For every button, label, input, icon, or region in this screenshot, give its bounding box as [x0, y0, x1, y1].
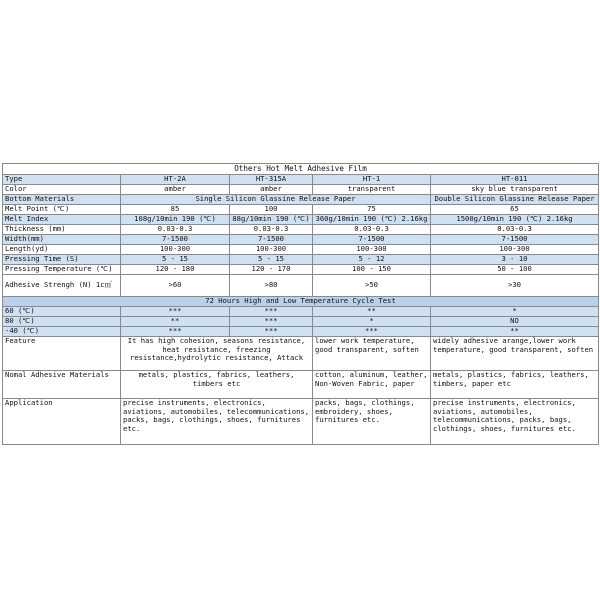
cell: 100-300 [431, 245, 599, 255]
cell: precise instruments, electronics, aviations, automobiles, telecommunications, packs, bags, clothings, shoes, furnitures etc. [121, 399, 313, 445]
row-label: Pressing Time (S) [3, 255, 121, 265]
materials-row [3, 371, 599, 399]
cell: 85 [121, 205, 230, 215]
table-row [3, 215, 599, 225]
cell: packs, bags, clothings, embroidery, shoes, furnitures etc. [313, 399, 431, 445]
cell: 88g/10min 190 (℃) [230, 215, 313, 225]
row-label: 80 (℃) [3, 317, 121, 327]
spec-table [2, 163, 599, 445]
row-label: Pressing Temperature (℃) [3, 265, 121, 275]
cell: widely adhesive arange,lower work temperature, good transparent, soften [431, 337, 599, 371]
cell: 100-300 [121, 245, 230, 255]
cell: amber [230, 185, 313, 195]
table-row [3, 225, 599, 235]
table-row [3, 255, 599, 265]
cell: 3 - 10 [431, 255, 599, 265]
row-label: Melt Point (℃) [3, 205, 121, 215]
cell: 360g/10min 190 (℃) 2.16kg [313, 215, 431, 225]
cell: * [431, 307, 599, 317]
cell: Single Silicon Glassine Release Paper [121, 195, 431, 205]
row-label: Thickness (mm) [3, 225, 121, 235]
row-label: Feature [3, 337, 121, 371]
header-ht-011: HT-011 [431, 175, 599, 185]
row-label: Adhesive Strengh (N) 1c㎡ [3, 275, 121, 297]
table-title: Others Hot Melt Adhesive Film [3, 164, 599, 175]
cell: 100-300 [230, 245, 313, 255]
cell: precise instruments, electronics, aviations, automobiles, telecommunications, packs, bags, clothings, shoes, furnitures etc. [431, 399, 599, 445]
cell: ** [313, 307, 431, 317]
cell: 120 - 170 [230, 265, 313, 275]
cell: 5 - 15 [121, 255, 230, 265]
row-label: Bottom Materials [3, 195, 121, 205]
cell: 108g/10min 190 (℃) [121, 215, 230, 225]
header-ht-315a: HT-315A [230, 175, 313, 185]
cell: ** [121, 317, 230, 327]
cell: 5 - 15 [230, 255, 313, 265]
cell: *** [230, 327, 313, 337]
cell: 7-1500 [431, 235, 599, 245]
cell: 7-1500 [230, 235, 313, 245]
table-row [3, 327, 599, 337]
cell: >80 [230, 275, 313, 297]
row-label: Color [3, 185, 121, 195]
table-row [3, 205, 599, 215]
table-row [3, 185, 599, 195]
cell: *** [230, 317, 313, 327]
cell: >60 [121, 275, 230, 297]
table-row [3, 265, 599, 275]
cell: * [313, 317, 431, 327]
row-label: -40 (℃) [3, 327, 121, 337]
cell: cotton, aluminum, leather, Non-Woven Fabric, paper [313, 371, 431, 399]
cell: 5 - 12 [313, 255, 431, 265]
application-row [3, 399, 599, 445]
table-row [3, 245, 599, 255]
cell: >30 [431, 275, 599, 297]
cell: 75 [313, 205, 431, 215]
cell: >50 [313, 275, 431, 297]
header-type: Type [3, 175, 121, 185]
cell: lower work temperature, good transparent, soften [313, 337, 431, 371]
cell: metals, plastics, fabrics, leathers, timbers, paper etc [431, 371, 599, 399]
row-label: Application [3, 399, 121, 445]
cell: 0.03-0.3 [230, 225, 313, 235]
table-row [3, 195, 599, 205]
table-row [3, 317, 599, 327]
cell: 0.03-0.3 [313, 225, 431, 235]
cell: 100-300 [313, 245, 431, 255]
cell: metals, plastics, fabrics, leathers, timbers etc [121, 371, 313, 399]
row-label: Length(yd) [3, 245, 121, 255]
cell: amber [121, 185, 230, 195]
cycle-test-title: 72 Hours High and Low Temperature Cycle Test [3, 297, 599, 307]
cell: 7-1500 [121, 235, 230, 245]
cell: ** [431, 327, 599, 337]
cell: *** [121, 307, 230, 317]
feature-row [3, 337, 599, 371]
header-ht-2a: HT-2A [121, 175, 230, 185]
cell: 100 - 150 [313, 265, 431, 275]
cell: *** [230, 307, 313, 317]
cell: *** [121, 327, 230, 337]
spec-sheet [2, 163, 598, 445]
header-ht-1: HT-1 [313, 175, 431, 185]
cell: 65 [431, 205, 599, 215]
table-row [3, 307, 599, 317]
row-label: 60 (℃) [3, 307, 121, 317]
cell: 7-1500 [313, 235, 431, 245]
cell: 0.03-0.3 [121, 225, 230, 235]
cell: It has high cohesion, seasons resistance, heat resistance, freezing resistance,hydrolytic resistance, Attack [121, 337, 313, 371]
cell: 120 - 180 [121, 265, 230, 275]
row-label: Nomal Adhesive Materials [3, 371, 121, 399]
cell: transparent [313, 185, 431, 195]
cell: sky blue transparent [431, 185, 599, 195]
header-row [3, 175, 599, 185]
cycle-test-title-row [3, 297, 599, 307]
cell: 100 [230, 205, 313, 215]
row-label: Melt Index [3, 215, 121, 225]
row-label: Width(mm) [3, 235, 121, 245]
cell: 50 - 100 [431, 265, 599, 275]
table-row [3, 275, 599, 297]
cell: Double Silicon Glassine Release Paper [431, 195, 599, 205]
cell: 0.03-0.3 [431, 225, 599, 235]
table-row [3, 235, 599, 245]
cell: 1500g/10min 190 (℃) 2.16kg [431, 215, 599, 225]
cell: *** [313, 327, 431, 337]
cell: NO [431, 317, 599, 327]
